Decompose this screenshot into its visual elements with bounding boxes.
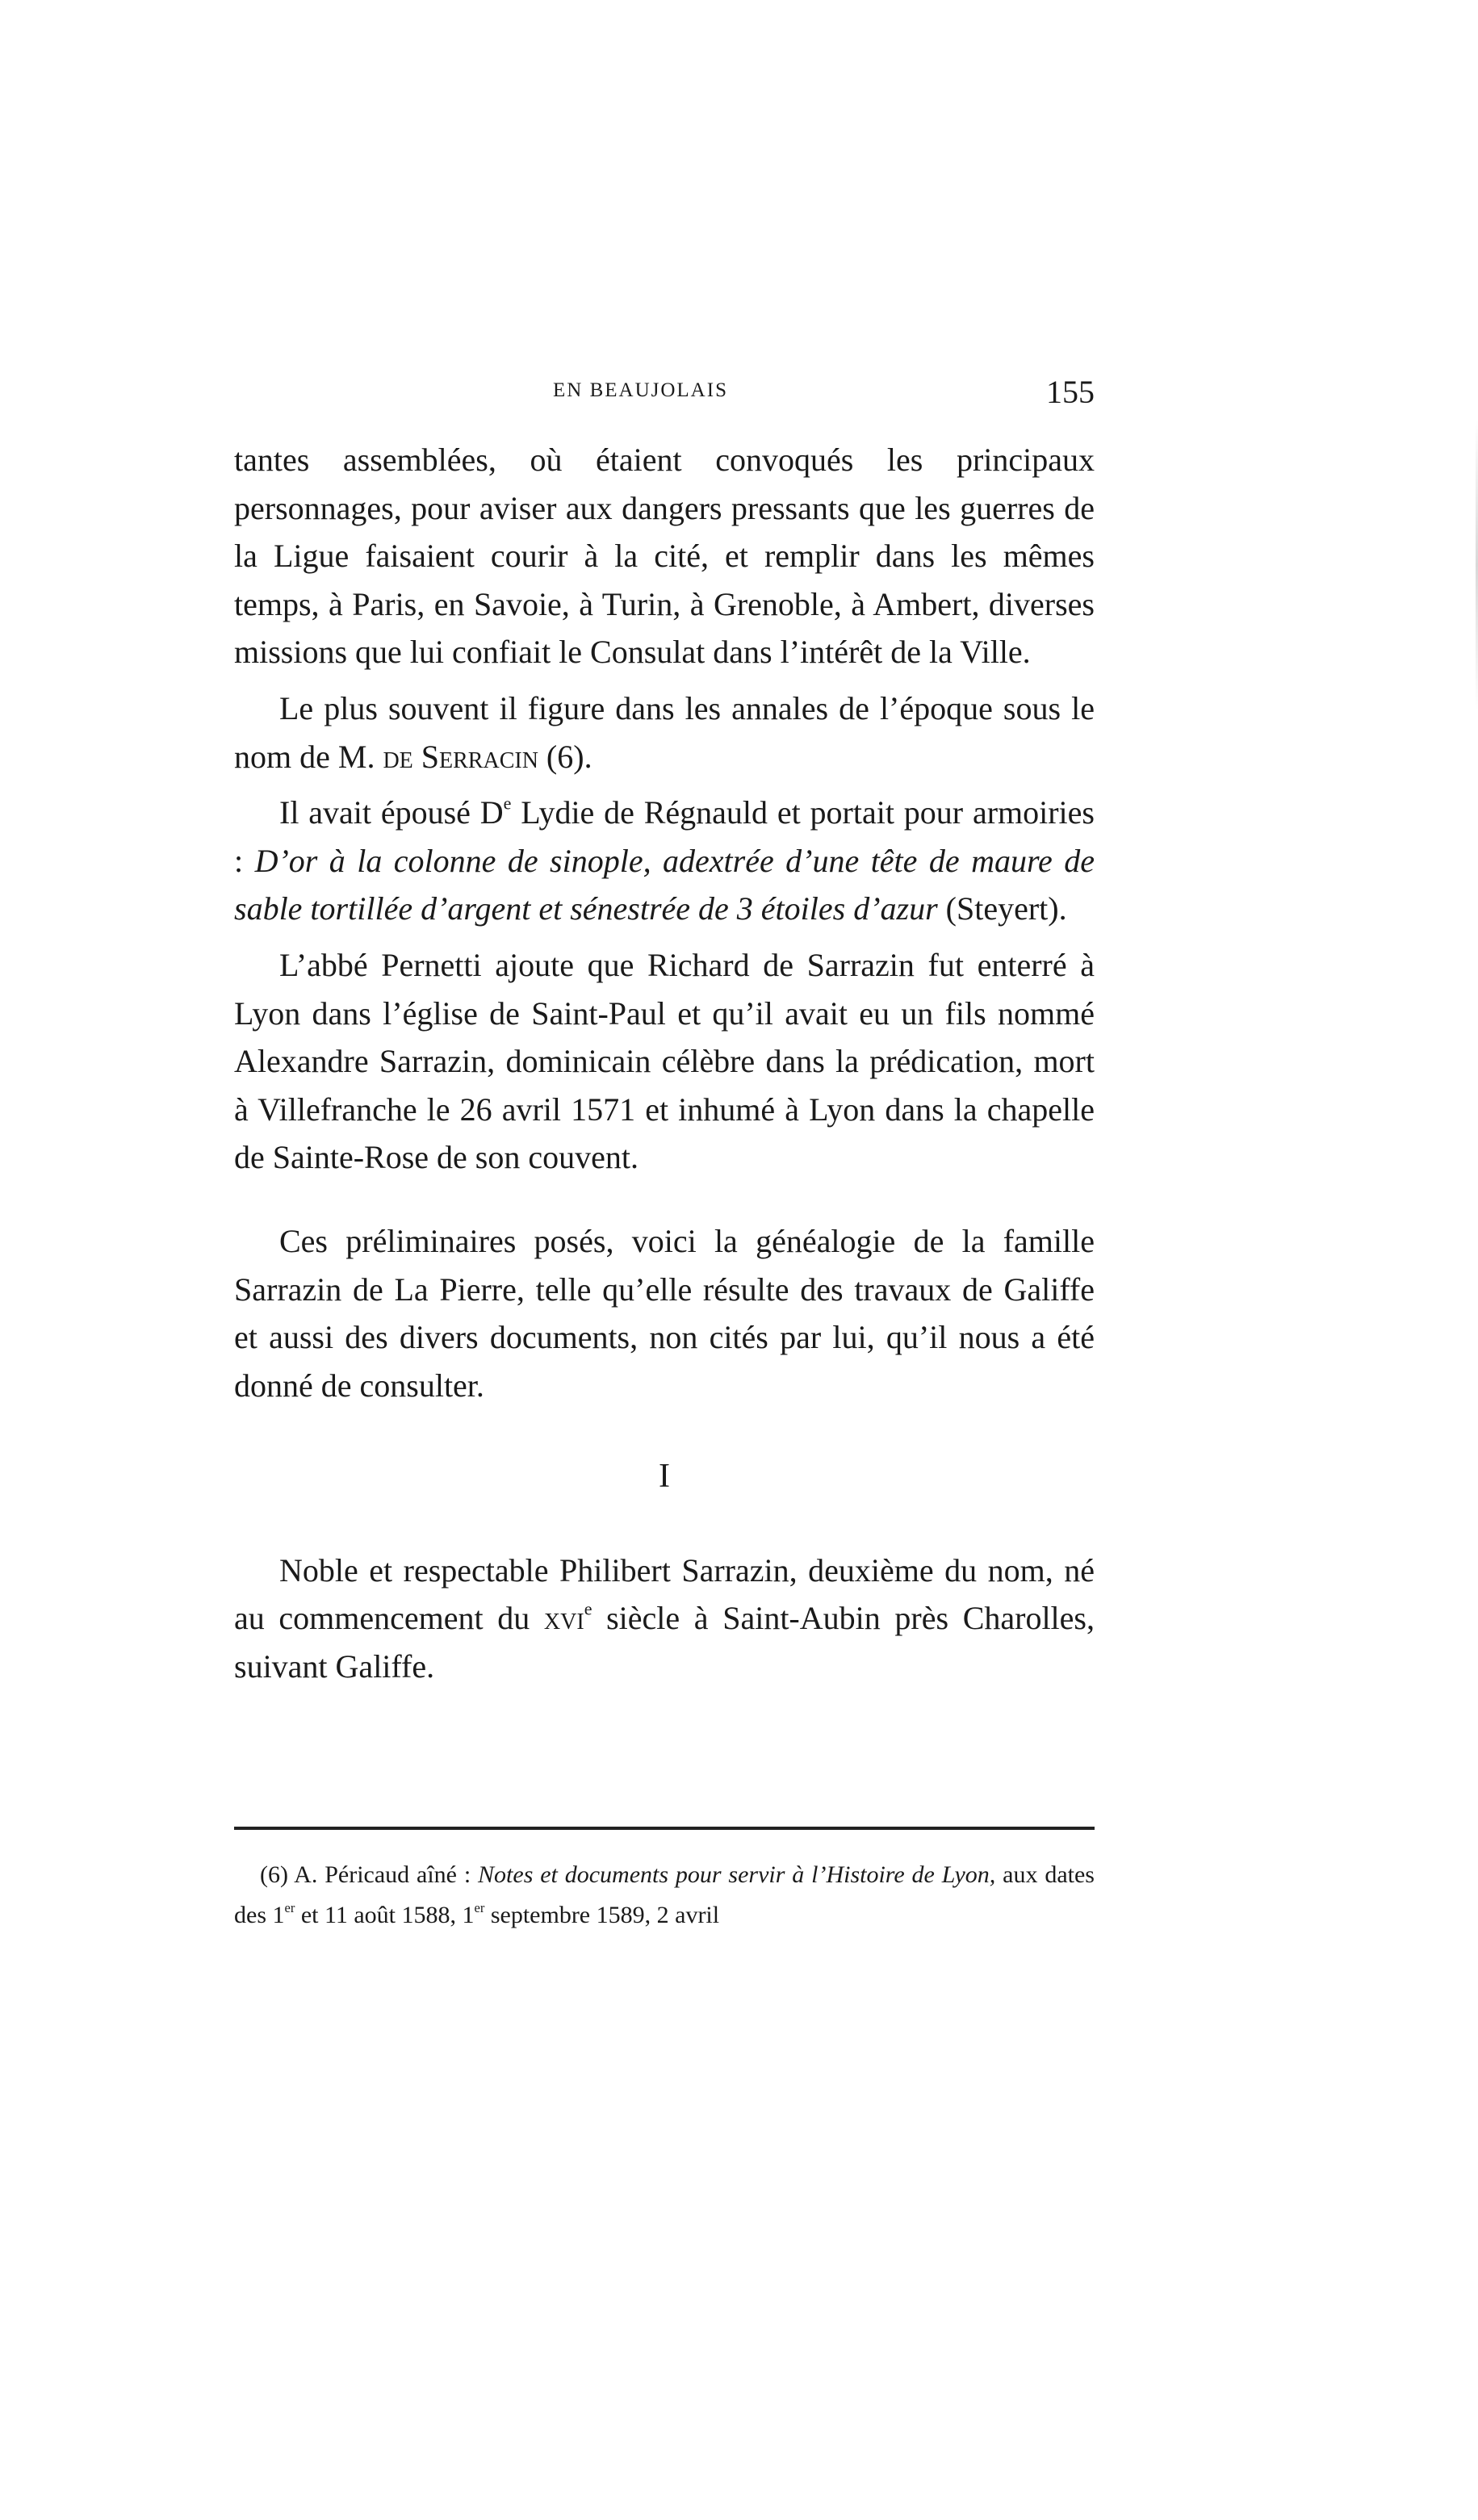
running-title: EN BEAUJOLAIS bbox=[553, 379, 728, 401]
paragraph-genealogie: Ces préliminaires posés, voici la généalogie de la famille Sarrazin de La Pierre, telle qu’elle résulte des travaux de Galiffe et aussi des divers documents, non cités par lui, qu’il nous a été donné de consulter. bbox=[234, 1222, 1095, 1404]
paragraph-continuation: tantes assemblées, où étaient convoqués les principaux personnages, pour aviser aux dangers pressants que les guerres de la Ligue faisaient courir à la cité, et remplir dans les mêmes temps, à Paris, en Savoie, à Turin, à Grenoble, à Ambert, diverses missions que lui confiait le Consulat dans l’intérêt de la Ville. bbox=[234, 442, 1095, 671]
small-caps-name: de Serracin bbox=[383, 738, 538, 775]
main-text bbox=[234, 436, 1095, 1691]
footnote-mark: (6) bbox=[260, 1861, 288, 1888]
paragraph-armoiries: Il avait épousé De Lydie de Régnauld et portait pour armoiries : D’or à la colonne de sinople, adextrée d’une tête de maure de sable tortillée d’argent et sénestrée de 3 étoiles d’azur (Steyert). bbox=[234, 793, 1095, 927]
footnote-divider bbox=[234, 1827, 1095, 1830]
paragraph-serracin: Le plus souvent il figure dans les annales de l’époque sous le nom de M. de Serracin (6). bbox=[234, 689, 1095, 775]
footnote: (6) A. Péricaud aîné : Notes et documents pour servir à l’Histoire de Lyon, aux dates des 1er et 11 août 1588, 1er septembre 1589, 2 avril bbox=[234, 1861, 1095, 1928]
paragraph-philibert: Noble et respectable Philibert Sarrazin, deuxième du nom, né au commencement du xvi$^e$ siècle à Saint-Aubin près Charolles, suivant Galiffe. bbox=[234, 1551, 1095, 1685]
page-number: 155 bbox=[1046, 374, 1095, 410]
footnote-title: Notes et documents pour servir à l’Histoire de Lyon, bbox=[478, 1861, 996, 1888]
section-number: I bbox=[659, 1458, 670, 1496]
paragraph-pernetti: L’abbé Pernetti ajoute que Richard de Sarrazin fut enterré à Lyon dans l’église de Saint-Paul et qu’il avait eu un fils nommé Alexandre Sarrazin, dominicain célèbre dans la prédication, mort à Villefranche le 26 avril 1571 et inhumé à Lyon dans la chapelle de Sainte-Rose de son couvent. bbox=[234, 946, 1095, 1176]
page-header bbox=[234, 373, 1095, 412]
blazon-text: D’or à la colonne de sinople, adextrée d’une tête de maure de sable tortillée d’argent et sénestrée de 3 étoiles d’azur bbox=[234, 842, 1095, 927]
